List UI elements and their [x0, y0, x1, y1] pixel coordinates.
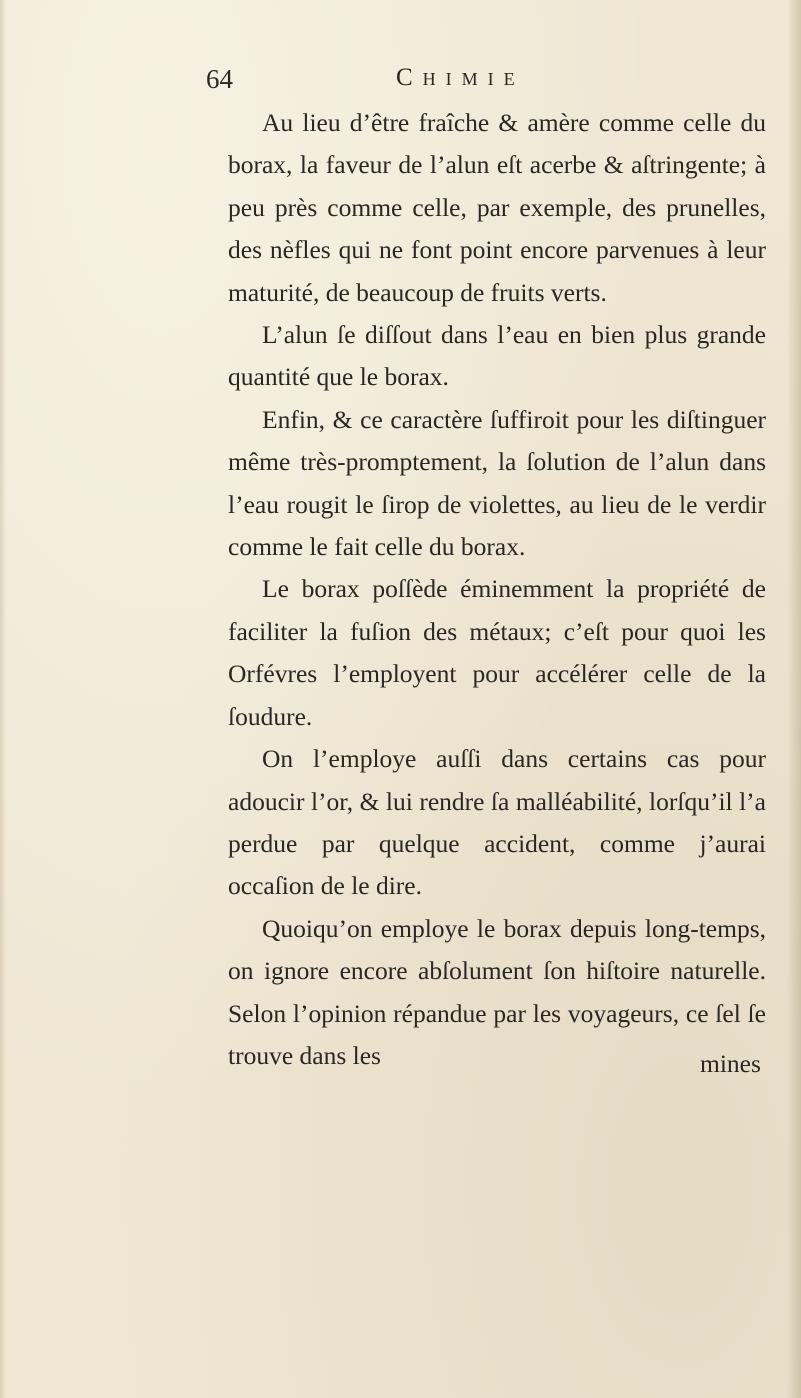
running-title: Chimie [396, 64, 525, 91]
page-number: 64 [206, 64, 233, 94]
catchword: mines [700, 1049, 761, 1078]
body-text [228, 102, 766, 1077]
paragraph-solubility: L’alun ſe diſſout dans l’eau en bien plus grande quantité que le borax. [228, 320, 766, 392]
paragraph-taste-comparison: Au lieu d’être fraîche & amère comme celle du borax, la faveur de l’alun eſt acerbe & aſtringente; à peu près comme celle, par exemple, des prunelles, des nèfles qui ne font point encore parvenues à leur maturité, de beaucoup de fruits verts. [228, 108, 766, 307]
paragraph-violet-syrup-test: Enfin, & ce caractère ſuffiroit pour les diſtinguer même très-promptement, la ſolution de l’alun dans l’eau rougit le ſirop de violettes, au lieu de le verdir comme le fait celle du borax. [228, 404, 766, 562]
paragraph-metal-fusion: Le borax poſſède éminemment la propriété de faciliter la fuſion des métaux; c’eſt pour quoi les Orfévres l’employent pour accélérer celle de la ſoudure. [228, 574, 766, 731]
page-left-edge-shadow [0, 0, 6, 1398]
paragraph-gold-malleability: On l’employe auſſi dans certains cas pour adoucir l’or, & lui rendre ſa malléabilité, lorſqu’il l’a perdue par quelque accident, comme j’aurai occaſion de le dire. [228, 744, 766, 901]
page-header [206, 64, 566, 104]
page-right-edge-shadow [787, 0, 801, 1398]
paragraph-natural-history: Quoiqu’on employe le borax depuis long-temps, on ignore encore abſolument ſon hiſtoire naturelle. Selon l’opinion répandue par les voyageurs, ce ſel ſe trouve dans les [228, 913, 766, 1070]
